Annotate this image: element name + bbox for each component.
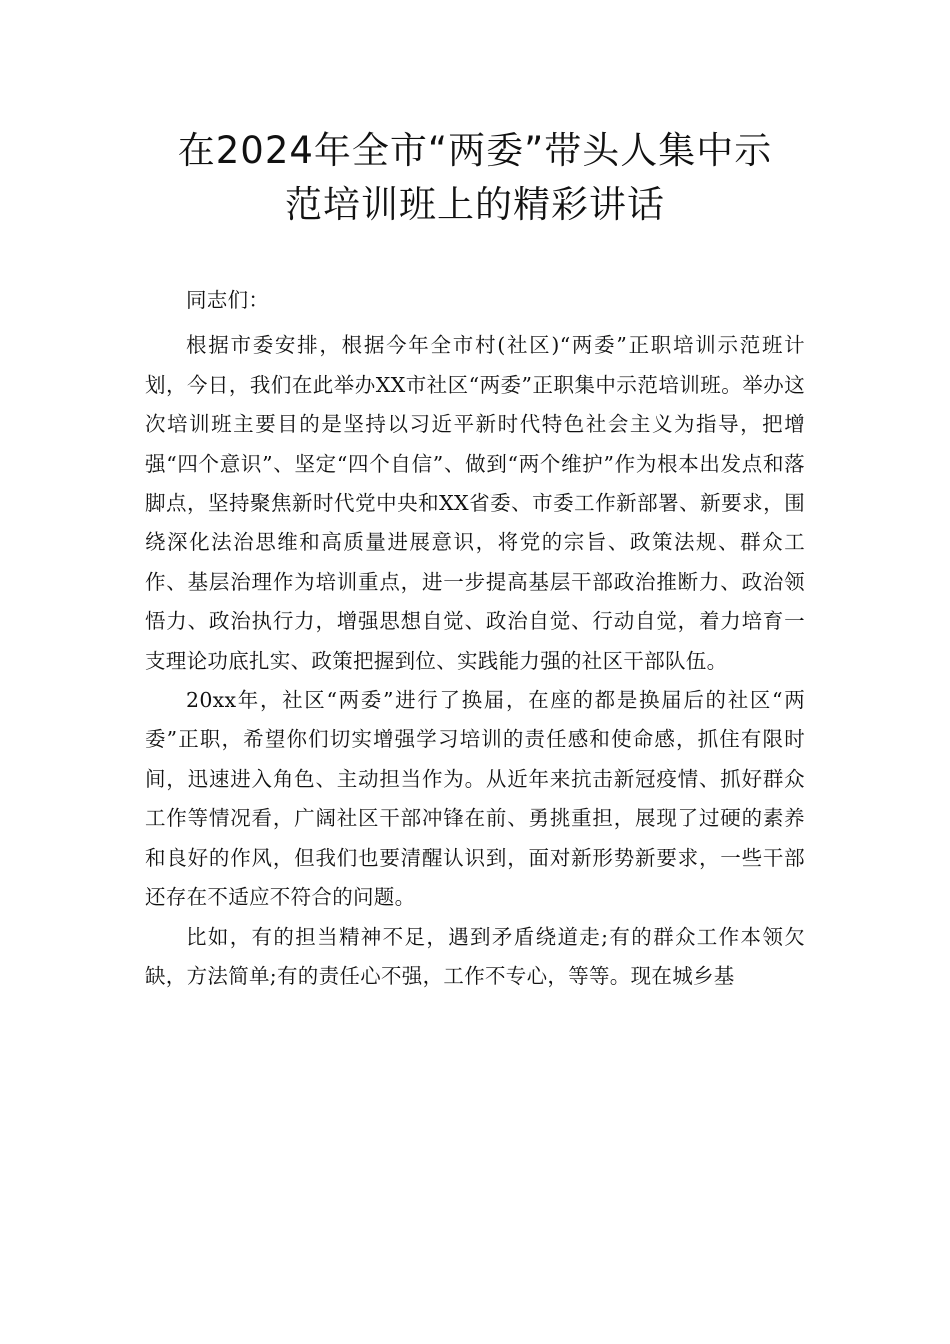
title-line-2: 范培训班上的精彩讲话 [285,183,665,226]
document-title [0,124,950,232]
document-body [145,281,805,996]
paragraph-3: 比如，有的担当精神不足，遇到矛盾绕道走;有的群众工作本领欠缺，方法简单;有的责任心不强，工作不专心，等等。现在城乡基 [145,924,805,988]
paragraph-2: 20xx年，社区“两委”进行了换届，在座的都是换届后的社区“两委”正职，希望你们切实增强学习培训的责任感和使命感，抓住有限时间，迅速进入角色、主动担当作为。从近年来抗击新冠疫情、抓好群众工作等情况看，广阔社区干部冲锋在前、勇挑重担，展现了过硬的素养和良好的作风，但我们也要清醒认识到，面对新形势新要求，一些干部还存在不适应不符合的问题。 [145,688,805,910]
title-line-1: 在2024年全市“两委”带头人集中示 [177,129,773,172]
paragraph-1: 根据市委安排，根据今年全市村(社区)“两委”正职培训示范班计划，今日，我们在此举办XX市社区“两委”正职集中示范培训班。举办这次培训班主要目的是坚持以习近平新时代特色社会主义为指导，把增强“四个意识”、坚定“四个自信”、做到“两个维护”作为根本出发点和落脚点，坚持聚焦新时代党中央和XX省委、市委工作新部署、新要求，围绕深化法治思维和高质量进展意识，将党的宗旨、政策法规、群众工作、基层治理作为培训重点，进一步提高基层干部政治推断力、政治领悟力、政治执行力，增强思想自觉、政治自觉、行动自觉，着力培育一支理论功底扎实、政策把握到位、实践能力强的社区干部队伍。 [145,333,805,673]
greeting: 同志们： [186,288,270,312]
